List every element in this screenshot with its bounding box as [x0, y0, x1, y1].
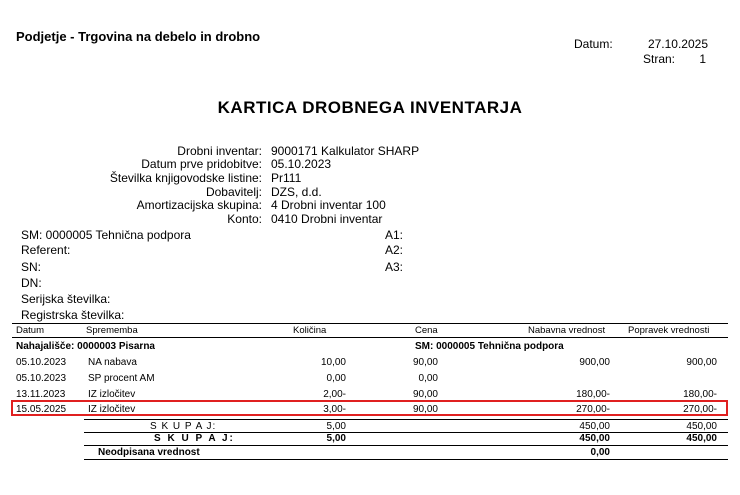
registrska-field: Registrska številka:	[21, 308, 125, 322]
serijska-field: Serijska številka:	[21, 292, 111, 306]
cell-cena: 0,00	[418, 373, 438, 384]
total-kolicina: 5,00	[326, 433, 346, 444]
cell-nabavna: 180,00-	[576, 389, 610, 400]
cell-sprememba: SP procent AM	[88, 373, 155, 384]
a3-field: A3:	[385, 260, 404, 274]
info-value: 4 Drobni inventar 100	[271, 198, 386, 212]
referent-field: Referent:	[21, 243, 71, 257]
cell-cena: 90,00	[412, 404, 438, 415]
cell-datum: 05.10.2023	[16, 357, 67, 368]
cell-cena: 90,00	[412, 357, 438, 368]
cell-nabavna: 270,00-	[576, 404, 610, 415]
cell-nabavna: 900,00	[579, 357, 610, 368]
subtotal-popravek: 450,00	[686, 421, 717, 432]
company-name: Podjetje - Trgovina na debelo in drobno	[16, 29, 261, 44]
info-value: 9000171 Kalkulator SHARP	[271, 144, 420, 158]
info-label: Številka knjigovodske listine:	[109, 171, 262, 185]
cell-cena: 90,00	[412, 389, 438, 400]
col-header-datum: Datum	[16, 325, 44, 336]
neodpisana-rule	[84, 445, 728, 446]
document-title: KARTICA DROBNEGA INVENTARJA	[217, 98, 523, 117]
cell-datum: 15.05.2025	[16, 404, 67, 415]
a1-field: A1:	[385, 228, 404, 242]
dn-field: DN:	[21, 276, 42, 290]
subtotal-rule	[84, 419, 728, 420]
info-label: Amortizacijska skupina:	[136, 198, 262, 212]
cell-sprememba: IZ izločitev	[88, 389, 136, 400]
info-label: Datum prve pridobitve:	[141, 157, 262, 171]
cell-sprememba: IZ izločitev	[88, 404, 136, 415]
col-header-popravek: Popravek vrednosti	[628, 325, 710, 336]
date-value: 27.10.2025	[647, 37, 708, 51]
col-header-kolicina: Količina	[293, 325, 327, 336]
info-value: 0410 Drobni inventar	[271, 212, 383, 226]
info-value: DZS, d.d.	[271, 185, 322, 199]
col-header-nabavna: Nabavna vrednost	[528, 325, 606, 336]
info-label: Dobavitelj:	[205, 185, 262, 199]
col-header-sprememba: Sprememba	[86, 325, 138, 336]
neodpisana-value: 0,00	[590, 447, 610, 458]
a2-field: A2:	[385, 243, 404, 257]
header-top-rule	[12, 323, 728, 324]
sm-field: SM: 0000005 Tehnična podpora	[21, 228, 191, 242]
cell-sprememba: NA nabava	[88, 357, 137, 368]
sn-field: SN:	[21, 260, 42, 274]
cell-popravek: 270,00-	[683, 404, 717, 415]
page-value: 1	[699, 52, 706, 66]
cell-kolicina: 2,00-	[323, 389, 346, 400]
subtotal-kolicina: 5,00	[326, 421, 346, 432]
subtotal-nabavna: 450,00	[579, 421, 610, 432]
table-bottom-rule	[84, 459, 728, 460]
page-label: Stran:	[643, 52, 676, 66]
cell-popravek: 180,00-	[683, 389, 717, 400]
highlight-box	[11, 400, 728, 416]
cell-kolicina: 10,00	[320, 357, 346, 368]
subtotal-label: S K U P A J:	[150, 421, 217, 432]
group-sm: SM: 0000005 Tehnična podpora	[415, 341, 564, 352]
info-value: 05.10.2023	[271, 157, 332, 171]
info-label: Konto:	[227, 212, 262, 226]
date-label: Datum:	[574, 37, 613, 51]
neodpisana-label: Neodpisana vrednost	[98, 447, 200, 458]
total-nabavna: 450,00	[579, 433, 610, 444]
cell-kolicina: 0,00	[326, 373, 346, 384]
total-popravek: 450,00	[686, 433, 717, 444]
cell-popravek: 900,00	[686, 357, 717, 368]
col-header-cena: Cena	[415, 325, 438, 336]
group-location: Nahajališče: 0000003 Pisarna	[16, 341, 155, 352]
header-bottom-rule	[12, 337, 728, 338]
info-label: Drobni inventar:	[177, 144, 262, 158]
info-value: Pr111	[271, 171, 302, 185]
total-label: S K U P A J:	[154, 433, 235, 444]
cell-kolicina: 3,00-	[323, 404, 346, 415]
cell-datum: 05.10.2023	[16, 373, 67, 384]
cell-datum: 13.11.2023	[16, 389, 66, 400]
